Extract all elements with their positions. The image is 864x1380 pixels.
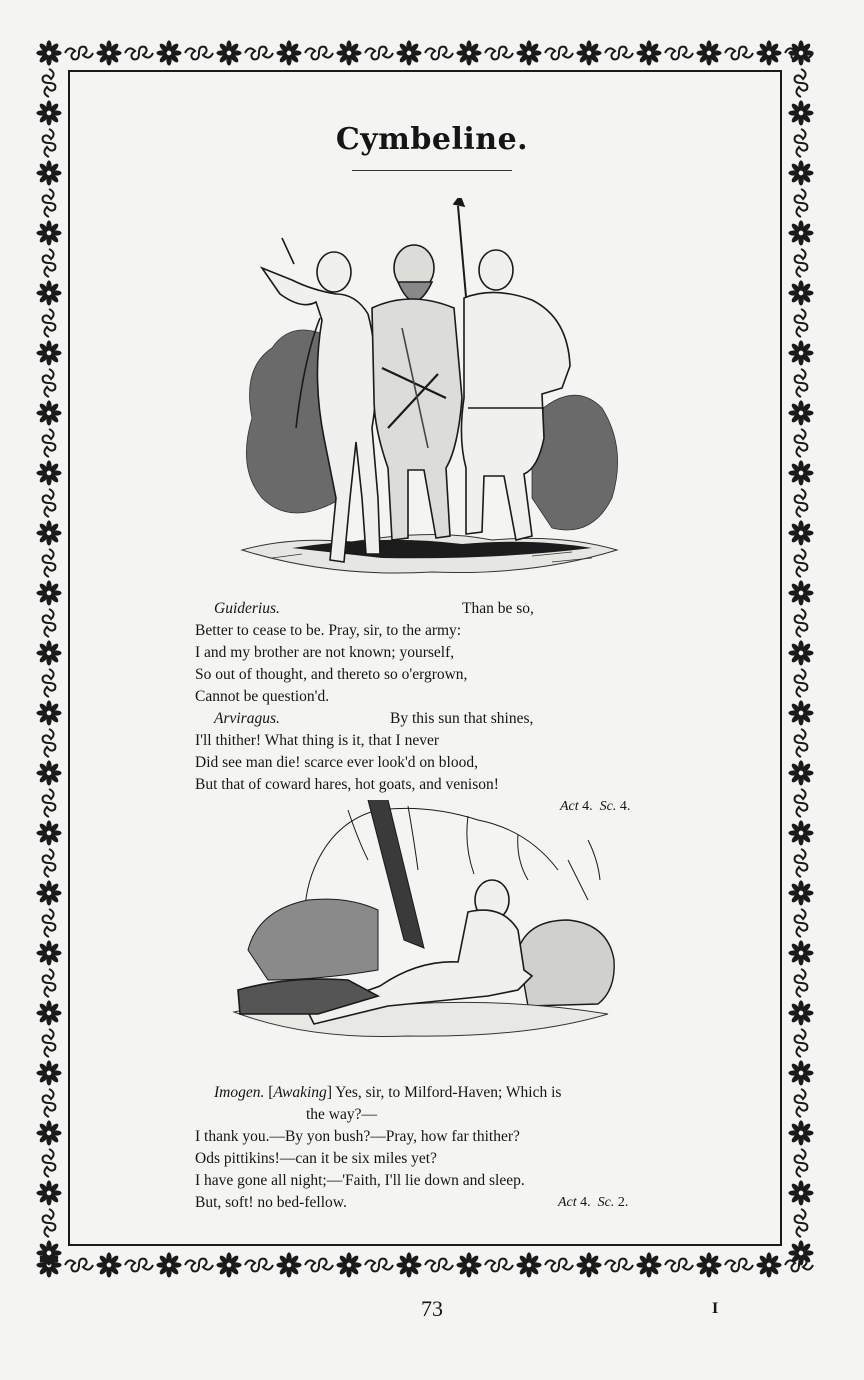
verse-line: But, soft! no bed-fellow.	[195, 1194, 347, 1211]
verse-line: I and my brother are not known; yourself,	[195, 644, 455, 661]
verse-line: Better to cease to be. Pray, sir, to the army:	[195, 622, 462, 639]
verse-line: By this sun that shines,	[390, 710, 534, 727]
verse-line: Did see man die! scarce ever look'd on blood,	[195, 754, 478, 771]
verse-line: I'll thither! What thing is it, that I never	[195, 732, 439, 749]
scene-citation: Act 4. Sc. 4.	[560, 799, 631, 814]
speaker-name: Imogen.	[214, 1084, 265, 1101]
verse-line: I have gone all night;—'Faith, I'll lie down and sleep.	[195, 1172, 525, 1189]
signature-mark: I	[712, 1300, 719, 1317]
stage-direction: [Awaking]	[268, 1084, 332, 1101]
page-number: 73	[421, 1296, 443, 1321]
verse-line: Cannot be question'd.	[195, 688, 330, 705]
page-title: Cymbeline.	[335, 122, 529, 157]
verse-line: the way?—	[306, 1106, 378, 1123]
verse-line: Ods pittikins!—can it be six miles yet?	[195, 1150, 437, 1167]
speaker-name: Guiderius.	[214, 600, 280, 617]
verse-line: Yes, sir, to Milford-Haven; Which is	[335, 1084, 562, 1101]
verse-line: I thank you.—By yon bush?—Pray, how far thither?	[195, 1128, 520, 1145]
verse-line: So out of thought, and thereto so o'ergrown,	[195, 666, 468, 683]
scene-citation: Act 4. Sc. 2.	[558, 1195, 629, 1210]
verse-line: But that of coward hares, hot goats, and venison!	[195, 776, 499, 793]
speaker-name: Arviragus.	[214, 710, 280, 727]
verse-line: Than be so,	[462, 600, 534, 617]
